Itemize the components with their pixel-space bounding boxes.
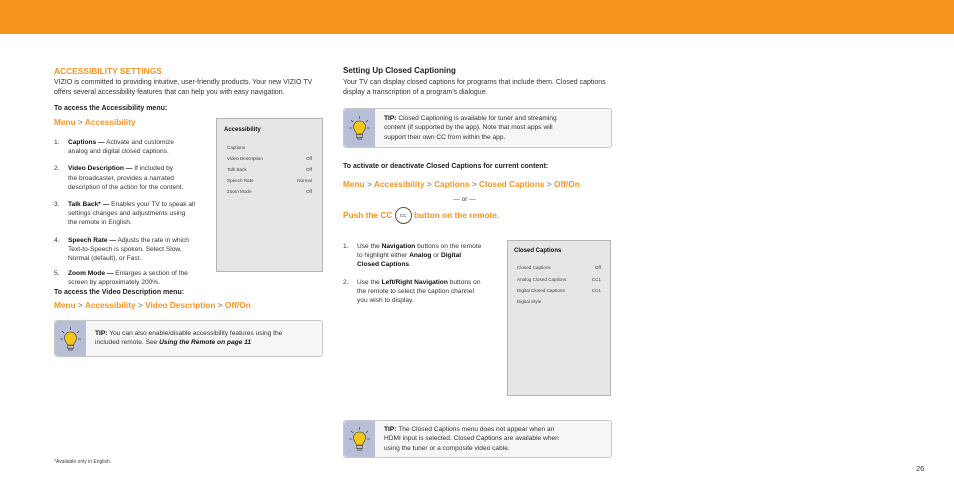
access-menu-heading: To access the Accessibility menu:	[54, 105, 168, 112]
list-item: 1. Use the Navigation buttons on the remote to highlight either Analog or Digital Closed Captions.	[343, 243, 482, 269]
tip-box-streaming: TIP: Closed Captioning is available for tuner and streaming content (if supported by the app). Note that most apps will support their own CC from within the app.	[343, 108, 612, 148]
section-title: ACCESSIBILITY SETTINGS	[54, 66, 162, 76]
menu-row: Closed Captions Off	[517, 265, 601, 270]
cc-button-icon: CC	[395, 207, 412, 224]
closed-captioning-intro: Your TV can display closed captions for programs that include them. Closed captions display a transcription of a program's dialogue.	[343, 79, 606, 96]
tip-box-hdmi: TIP: The Closed Captions menu does not appear when an HDMI input is selected. Closed Captions are available when using the tuner or a composite video cable.	[343, 420, 612, 458]
intro-text: VIZIO is committed to providing intuitive, user-friendly products. Your new VIZIO TV offers several accessibility features that can help you with easy navigation.	[54, 79, 313, 96]
menu-row: Talk Back Off	[227, 167, 312, 172]
menu-row: Speech Rate Normal	[227, 178, 312, 183]
lightbulb-icon	[55, 321, 86, 358]
list-item: 4. Speech Rate — Adjusts the rate in which Text-to-Speech is spoken. Select Slow, Normal (default), or Fast.	[54, 236, 189, 263]
activate-heading: To activate or deactivate Closed Captions for current content:	[343, 163, 549, 170]
page-reference-link[interactable]: Using the Remote on page 11	[159, 339, 251, 347]
header-bar	[0, 0, 954, 34]
list-item: 3. Talk Back* — Enables your TV to speak all settings changes and adjustments using the remote in English.	[54, 201, 195, 227]
list-item: 1. Captions — Activate and customize analog and digital closed captions.	[54, 139, 174, 156]
menu-row: Video Description Off	[227, 156, 312, 161]
closed-captioning-title: Setting Up Closed Captioning	[343, 66, 456, 75]
video-description-heading: To access the Video Description menu:	[54, 289, 185, 296]
tip-box-remote: TIP: You can also enable/disable accessibility features using the included remote. See Using the Remote on page 11	[54, 320, 323, 357]
menu-row: Digital Style	[517, 299, 542, 304]
list-item: 2. Video Description — If included by the broadcaster, provides a narrated description of the action for the content.	[54, 165, 184, 191]
push-cc-instruction: Push the CC CC button on the remote.	[343, 207, 499, 224]
closed-captions-menu-screenshot	[507, 240, 611, 396]
menu-title: Accessibility	[224, 127, 261, 133]
menu-row: Analog Closed Captions CC1	[517, 277, 601, 282]
menu-row: Digital Closed Captions CC1	[517, 288, 601, 293]
menu-path-closed-captions: Menu > Accessibility > Captions > Closed Captions > Off/On	[343, 179, 580, 189]
menu-path-video-description: Menu > Accessibility > Video Description > Off/On	[54, 300, 251, 310]
lightbulb-icon	[344, 109, 375, 149]
menu-row: Zoom Mode Off	[227, 189, 312, 194]
or-divider: — or —	[453, 196, 476, 203]
menu-row: Captions	[227, 145, 246, 150]
accessibility-steps	[54, 138, 214, 288]
footnote: *Available only in English.	[54, 459, 112, 465]
menu-title: Closed Captions	[514, 248, 562, 254]
page-number: 26	[916, 464, 925, 473]
list-item: 5. Zoom Mode — Enlarges a section of the screen by approximately 200%.	[54, 270, 188, 287]
closed-caption-steps	[343, 242, 503, 305]
lightbulb-icon	[344, 421, 375, 459]
accessibility-menu-screenshot	[216, 118, 323, 272]
list-item: 2. Use the Left/Right Navigation buttons on the remote to select the caption channel you wish to display.	[343, 278, 481, 305]
menu-path-accessibility: Menu > Accessibility	[54, 117, 136, 127]
